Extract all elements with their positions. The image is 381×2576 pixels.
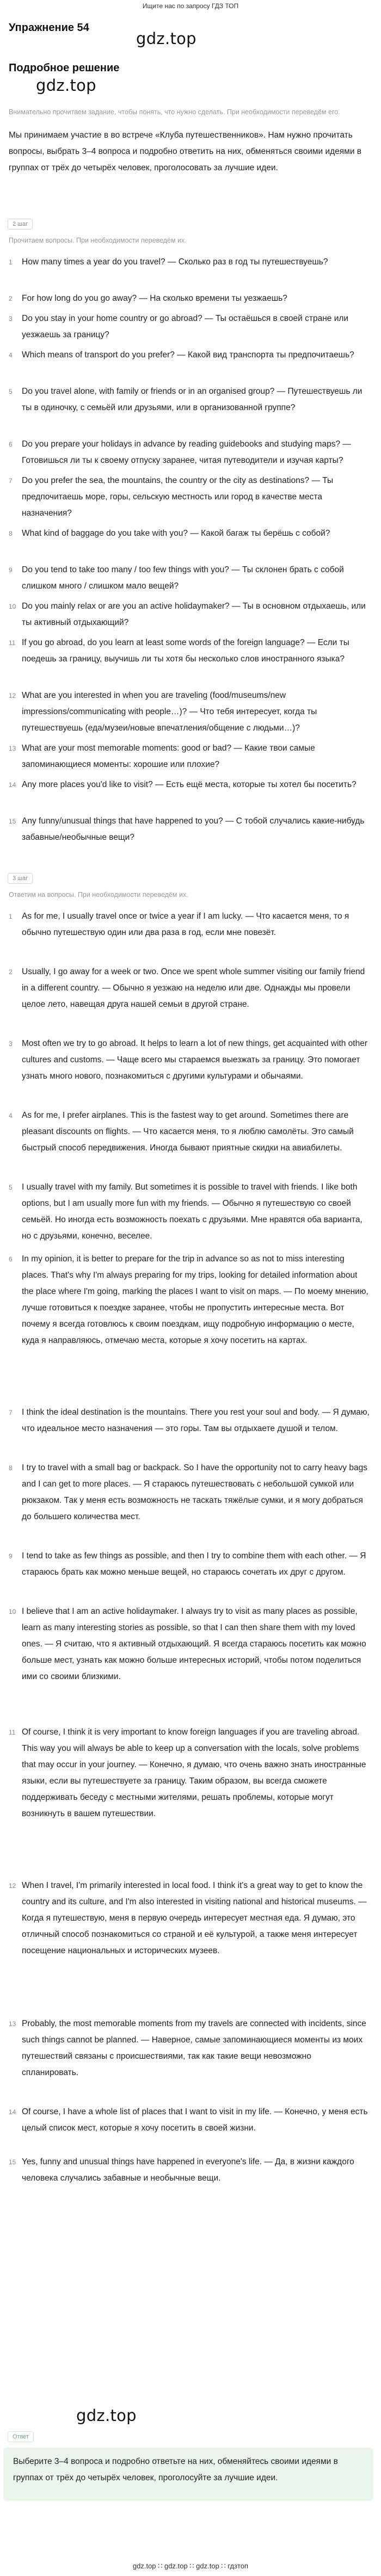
answer-number: 13 [9, 2020, 16, 2028]
question-text: Do you mainly relax or are you an active holidaymaker? — Ты в основном отдыхаешь, или ты активный отдыхающий? [22, 602, 366, 627]
answer-number: 10 [9, 1608, 16, 1615]
answer-number: 6 [9, 1255, 13, 1263]
answer-text: I usually travel with my family. But sometimes it is possible to travel with friends. I like both options, but I am usually more fun with my friends. — Обычно я путешествую со своей семьёй. Но иногда есть возможность поехать с друзьями. Мне нравятся оба варианта, но с друзьями, конечно, веселее. [22, 1182, 362, 1241]
answer-text: Of course, I have a whole list of places that I want to visit in my life. — Конечно, у меня есть целый список мест, которые я хочу посетить в своей жизни. [22, 2107, 368, 2133]
answer-text: In my opinion, it is better to prepare for the trip in advance so as not to miss interesting places. That's why I'm always preparing for my trips, looking for detailed information about the place where I'm going, marking the places I want to visit on maps. — По моему мнению, лучше готовиться к поездке заранее, чтобы не пропустить интересные места. Вот почему я всегда готовлюсь к своим поездкам, ищу подробную информацию о месте, куда я направляюсь, отмечаю места, которые я хочу посетить на картах. [22, 1254, 368, 1345]
answer-text: Probably, the most memorable moments from my travels are connected with incidents, since such things cannot be planned. — Наверное, самые запоминающиеся моменты из моих путешествий связаны с происшествиями, так как такие вещи невозможно спланировать. [22, 2019, 366, 2077]
step-2-badge: 2 шаг [8, 219, 33, 230]
answer-number: 9 [9, 1552, 13, 1560]
watermark: gdz.top [36, 76, 96, 95]
answer-number: 14 [9, 2108, 16, 2116]
answer-text: As for me, I prefer airplanes. This is the fastest way to get around. Sometimes there are pleasant discounts on flights. — Что касается меня, то я люблю самолёты. Это самый быстрый способ передвижения. Иногда бывают приятные скидки на авиабилеты. [22, 1111, 354, 1153]
answer-text: I tend to take as few things as possible, and then I try to combine them with each other. — Я стараюсь брать как можно меньше вещей, но стараюсь сочетать их друг с другом. [22, 1551, 366, 1577]
answer-number: 4 [9, 1112, 13, 1119]
answer-badge: Ответ [8, 2431, 34, 2442]
question-text: What kind of baggage do you take with you? — Какой багаж ты берёшь с собой? [22, 529, 330, 538]
question-number: 15 [9, 818, 16, 825]
intro-text: Мы принимаем участие в во встрече «Клуба путешественников». Нам нужно прочитать вопросы, выбрать 3–4 вопроса и подробно ответить на них, обменяться своими идеями в группах от трёх до четырёх человек, проголосовать за лучшие идеи. [9, 131, 362, 172]
question-number: 5 [9, 388, 13, 395]
question-number: 7 [9, 477, 13, 485]
solution-title: Подробное решение [9, 62, 120, 74]
question-number: 3 [9, 315, 13, 323]
answer-text: I believe that I am an active holidaymaker. I always try to visit as many places as possible, learn as many interesting stories as possible, so that I can then share them with my loved ones. — Я считаю, что я активный отдыхающий. Я всегда стараюсь посетить как можно больше мест, узнать как можно больше интересных историй, чтобы потом поделиться ими со своими близкими. [22, 1607, 366, 1681]
answer-text: Most often we try to go abroad. It helps to learn a lot of new things, get acquainted with other cultures and customs. — Чаще всего мы стараемся выезжать за границу. Это помогает узнать много нового, познакомиться с другими культурами и обычаями. [22, 1039, 368, 1081]
question-text: What are your most memorable moments: good or bad? — Какие твои самые запоминающиеся моменты: хорошие или плохие? [22, 744, 315, 769]
question-number: 9 [9, 566, 13, 574]
answer-number: 12 [9, 1882, 16, 1890]
intro-hint: Внимательно прочитаем задание, чтобы понять, что нужно сделать. При необходимости переведём его. [9, 108, 340, 116]
question-number: 12 [9, 692, 16, 699]
question-text: Do you tend to take too many / too few things with you? — Ты склонен брать с собой слишком много / слишком мало вещей? [22, 565, 344, 591]
answer-text: As for me, I usually travel once or twice a year if I am lucky. — Что касается меня, то я обычно путешествую один или два раза в год, если мне повезёт. [22, 912, 349, 937]
exercise-title: Упражнение 54 [9, 22, 89, 34]
answer-text: When I travel, I'm primarily interested in local food. I think it's a great way to get to know the country and its culture, and I'm also interested in visiting national and historical museums. — Когда я путешествую, меня в первую очередь интересует местная еда. Я думаю, это отличный способ познакомиться со страной и её культурой, а также меня интересует посещение национальных и исторических музеев. [22, 1881, 367, 1955]
question-text: Any funny/unusual things that have happened to you? — С тобой случались какие-нибудь забавные/необычные вещи? [22, 816, 365, 842]
answer-number: 1 [9, 913, 13, 920]
question-number: 11 [9, 639, 16, 647]
answer-number: 3 [9, 1040, 13, 1048]
answer-text: Выберите 3–4 вопроса и подробно ответьте на них, обменяйтесь своими идеями в группах от трёх до четырёх человек, проголосуйте за лучшие идеи. [13, 2457, 338, 2482]
question-text: How many times a year do you travel? — Сколько раз в год ты путешествуешь? [22, 257, 328, 267]
question-text: Do you prefer the sea, the mountains, the country or the city as destinations? — Ты предпочитаешь море, горы, сельскую местность или город в качестве места назначения? [22, 476, 334, 518]
question-number: 13 [9, 745, 16, 752]
footer-links[interactable]: gdz.top ∷ gdz.top ∷ gdz.top ∷ гдзтоп [132, 2562, 249, 2570]
question-text: What are you interested in when you are traveling (food/museums/new impressions/communicating with people…)? — Что тебя интересует, когда ты путешествуешь (еда/музеи/новые впечатления/общение с людьми…)? [22, 691, 317, 733]
answer-number: 7 [9, 1409, 13, 1416]
answer-number: 2 [9, 968, 13, 976]
question-number: 2 [9, 295, 13, 302]
watermark: gdz.top [136, 29, 196, 48]
question-number: 6 [9, 441, 13, 448]
answer-text: Yes, funny and unusual things have happened in everyone's life. — Да, в жизни каждого человека случались забавные и необычные вещи. [22, 2157, 354, 2183]
step-3-hint: Ответим на вопросы. При необходимости переведём их. [9, 891, 188, 899]
question-text: Do you prepare your holidays in advance by reading guidebooks and studying maps? — Готовишься ли ты к своему отпуску заранее, читая путеводители и изучая карты? [22, 439, 351, 465]
top-link[interactable]: Ищите нас по запросу ГДЗ ТОП [142, 2, 239, 10]
question-number: 4 [9, 351, 13, 359]
answer-text: I try to travel with a small bag or backpack. So I have the opportunity not to carry heavy bags and I can get to more places. — Я стараюсь путешествовать с небольшой сумкой или рюкзаком. Так у меня есть возможность не таскать тяжёлые сумки, и я могу добраться до большего количества мест. [22, 1463, 367, 1521]
watermark: gdz.top [76, 2406, 137, 2425]
question-number: 1 [9, 258, 13, 266]
answer-text: Of course, I think it is very important to know foreign languages if you are traveling abroad. This way you will always be able to keep up a conversation with the locals, solve problems that may occur in your journey. — Конечно, я думаю, что очень важно знать иностранные языки, если вы путешествуете за границу. Таким образом, вы всегда сможете поддерживать беседу с местными жителями, решать проблемы, которые могут возникнуть в вашем путешествии. [22, 1727, 366, 1818]
question-number: 14 [9, 781, 16, 789]
answer-number: 15 [9, 2158, 16, 2166]
step-3-badge: 3 шаг [8, 873, 33, 884]
question-number: 10 [9, 603, 16, 610]
answer-text: I think the ideal destination is the mountains. There you rest your soul and body. — Я думаю, что идеальное место назначения — это горы. Там вы отдыхаете душой и телом. [22, 1408, 370, 1433]
step-2-hint: Прочитаем вопросы. При необходимости переведём их. [9, 237, 187, 244]
answer-text: Usually, I go away for a week or two. Once we spent whole summer visiting our family friend in a different country. — Обычно я уезжаю на неделю или две. Однажды мы провели целое лето, навещая друга нашей семьи в другой стране. [22, 967, 365, 1009]
question-text: Do you travel alone, with family or friends or in an organised group? — Путешествуешь ли ты в одиночку, с семьёй или друзьями, или в организованной группе? [22, 387, 362, 412]
question-text: If you go abroad, do you learn at least some words of the foreign language? — Если ты поедешь за границу, выучишь ли ты хотя бы несколько слов иностранного языка? [22, 638, 349, 664]
question-text: Any more places you'd like to visit? — Есть ещё места, которые ты хотел бы посетить? [22, 780, 357, 789]
question-text: For how long do you go away? — На сколько времени ты уезжаешь? [22, 294, 287, 303]
question-number: 8 [9, 530, 13, 537]
question-text: Which means of transport do you prefer? — Какой вид транспорта ты предпочитаешь? [22, 350, 354, 360]
answer-number: 5 [9, 1184, 13, 1191]
answer-number: 8 [9, 1464, 13, 1472]
question-text: Do you stay in your home country or go abroad? — Ты остаёшься в своей стране или уезжаешь за границу? [22, 314, 349, 339]
answer-number: 11 [9, 1729, 16, 1736]
